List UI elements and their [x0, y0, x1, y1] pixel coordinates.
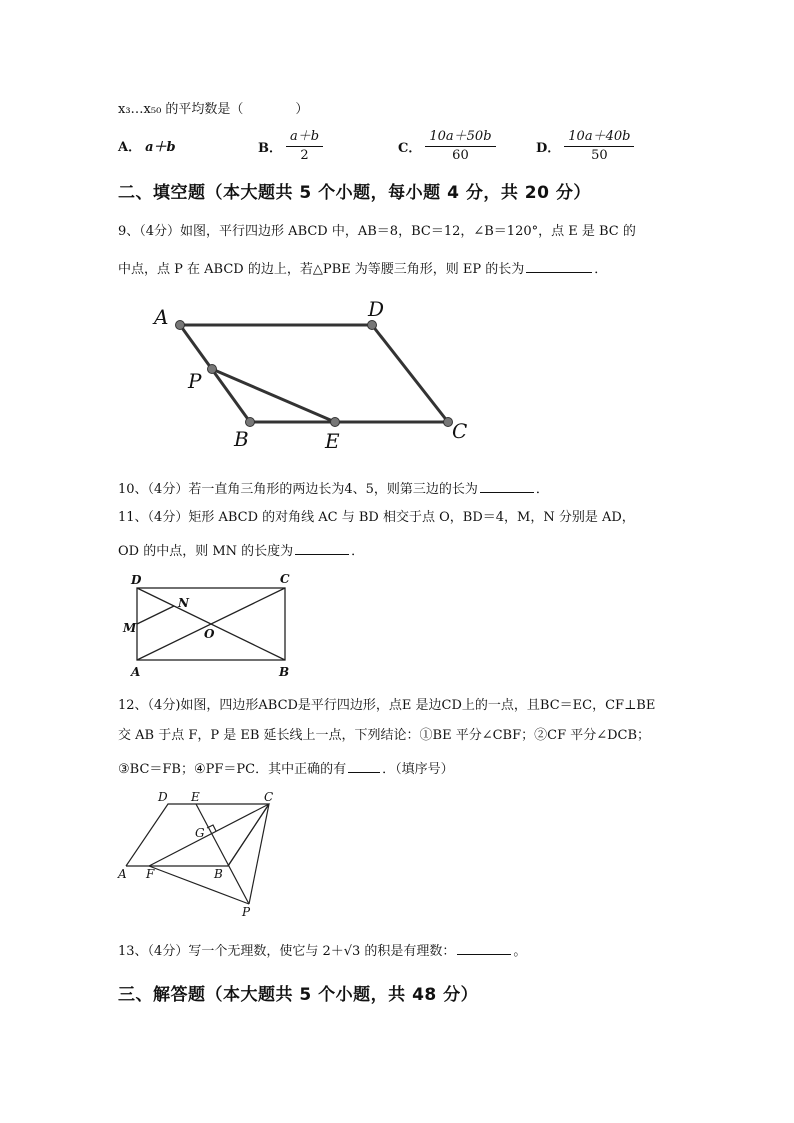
- label-b: B: [279, 665, 290, 679]
- label-a: A: [131, 665, 141, 679]
- q8-stem: x₃…x₅₀ 的平均数是（ ）: [118, 102, 309, 117]
- option-fraction: [564, 128, 634, 165]
- label-o: O: [204, 627, 215, 641]
- option-text: a＋b: [145, 140, 176, 155]
- fraction-numerator: a＋b: [286, 128, 323, 147]
- label-p: P: [188, 369, 202, 393]
- option-label: C．: [398, 141, 422, 156]
- q10-line: [118, 478, 549, 500]
- q8-option-c: [398, 128, 496, 165]
- option-label: B．: [258, 141, 282, 156]
- q13-end: 。: [513, 944, 527, 959]
- label-c: C: [452, 419, 468, 443]
- point-e: [331, 418, 340, 427]
- point-b: [246, 418, 255, 427]
- answer-blank: [348, 758, 380, 773]
- segment-mn: [137, 606, 174, 624]
- answer-blank: [526, 258, 592, 273]
- q9-line2: [118, 258, 607, 280]
- option-fraction: [425, 128, 495, 165]
- q12-line3: [118, 758, 454, 780]
- q12-line3-text: ③BC＝FB；④PF＝PC．其中正确的有: [118, 762, 347, 777]
- point-p: [208, 365, 217, 374]
- q11-line2: [118, 540, 364, 562]
- q10-end: ．: [535, 482, 549, 497]
- label-n: N: [178, 596, 189, 610]
- q9-line2-text: 中点，点 P 在 ABCD 的边上，若△PBE 为等腰三角形，则 EP 的长为: [118, 262, 525, 277]
- q12-line2: 交 AB 于点 F，P 是 EB 延长线上一点，下列结论：①BE 平分∠CBF；②CF 平分∠DCB；: [118, 728, 651, 743]
- q8-option-b: [258, 128, 323, 165]
- point-a: [176, 321, 185, 330]
- q12-parallelogram-figure: [116, 788, 291, 920]
- fraction-denominator: 50: [591, 148, 608, 163]
- line-cf: [149, 804, 269, 866]
- option-label: A．: [118, 140, 142, 155]
- label-d: D: [158, 790, 168, 804]
- q9-line2-end: ．: [594, 262, 608, 277]
- label-a: A: [118, 867, 127, 881]
- q9-parallelogram-figure: [140, 292, 480, 460]
- fraction-numerator: 10a＋50b: [425, 128, 495, 147]
- q11-line2-text: OD 的中点，则 MN 的长度为: [118, 544, 294, 559]
- label-d: D: [131, 573, 142, 587]
- section-title-solutions: 三、解答题（本大题共 5 个小题，共 48 分）: [118, 985, 479, 1005]
- label-p: P: [242, 905, 251, 919]
- label-m: M: [123, 621, 137, 635]
- label-b: B: [234, 427, 249, 451]
- side-dc: [372, 325, 448, 422]
- line-fp: [149, 866, 249, 904]
- section-title-fill-blank: 二、填空题（本大题共 5 个小题，每小题 4 分，共 20 分）: [118, 183, 591, 203]
- label-e: E: [191, 790, 200, 804]
- label-c: C: [280, 572, 290, 586]
- label-f: F: [146, 867, 155, 881]
- label-b: B: [214, 867, 223, 881]
- q13-line: [118, 940, 526, 962]
- option-label: D．: [536, 141, 561, 156]
- q8-option-a: [118, 136, 176, 155]
- point-d: [368, 321, 377, 330]
- label-g: G: [195, 826, 205, 840]
- fraction-denominator: 60: [452, 148, 469, 163]
- q13-text: 13、（4分）写一个无理数，使它与 2＋√3 的积是有理数：: [118, 944, 456, 959]
- label-e: E: [325, 429, 340, 453]
- q11-rectangle-figure: [118, 570, 308, 682]
- answer-blank: [480, 478, 534, 493]
- q9-line1: 9、（4分）如图，平行四边形 ABCD 中，AB＝8，BC＝12，∠B＝120°，点 E 是 BC 的: [118, 224, 636, 239]
- answer-blank: [457, 940, 511, 955]
- q11-line1: 11、（4分）矩形 ABCD 的对角线 AC 与 BD 相交于点 O，BD＝4，M，N 分别是 AD，: [118, 510, 635, 525]
- fraction-numerator: 10a＋40b: [564, 128, 634, 147]
- q12-line3-end: ．（填序号）: [382, 762, 454, 777]
- label-a: A: [154, 305, 169, 329]
- option-fraction: [286, 128, 323, 165]
- label-d: D: [368, 297, 385, 321]
- label-c: C: [264, 790, 274, 804]
- fraction-denominator: 2: [300, 148, 309, 163]
- q8-option-d: [536, 128, 634, 165]
- q12-line1: 12、（4分)如图，四边形ABCD是平行四边形，点E 是边CD上的一点，且BC＝EC，CF⊥BE: [118, 698, 656, 713]
- q11-line2-end: ．: [351, 544, 365, 559]
- q10-text: 10、（4分）若一直角三角形的两边长为4、5，则第三边的长为: [118, 482, 478, 497]
- answer-blank: [295, 540, 349, 555]
